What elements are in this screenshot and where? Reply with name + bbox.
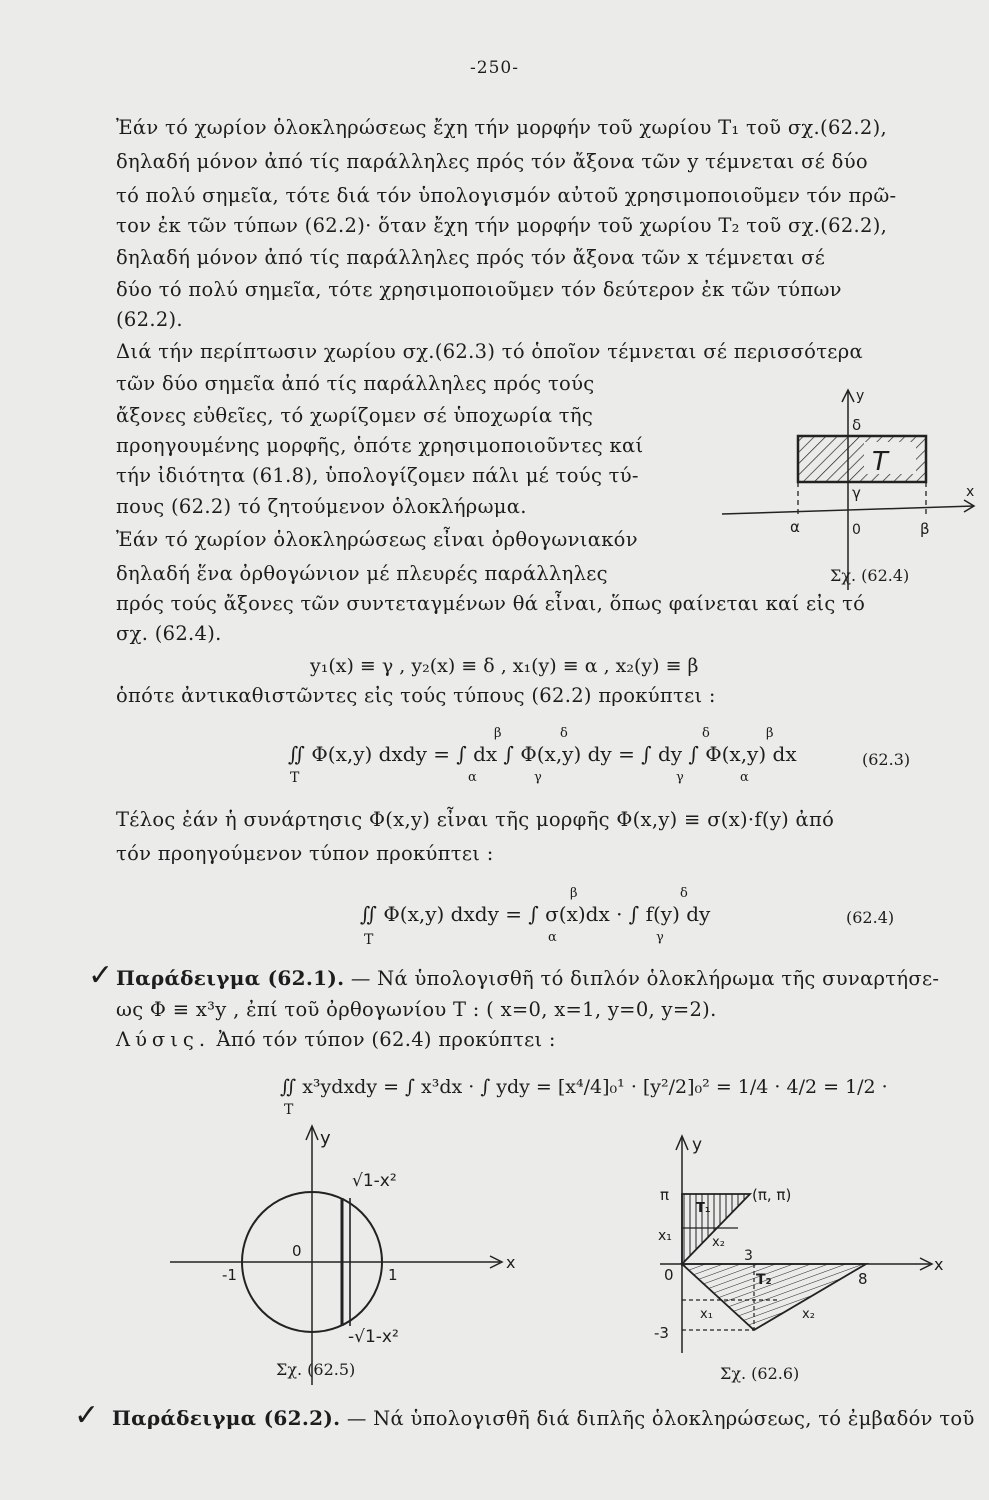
eq624-region: T xyxy=(364,932,374,948)
fig626-pi-label: π xyxy=(660,1186,670,1204)
example1-line-2: ως Φ ≡ x³y , ἐπί τοῦ ὀρθογωνίου T : ( x=0, x=1, y=0, y=2). xyxy=(116,998,717,1021)
fig626-x2a-label: x₂ xyxy=(712,1235,725,1250)
eq624-a-bot: α xyxy=(548,930,557,945)
solution-line xyxy=(116,1028,556,1051)
eq623-inner2-top: β xyxy=(766,726,774,741)
fig625-x-label: x xyxy=(506,1253,516,1272)
fig624-zero-label: 0 xyxy=(852,522,861,538)
fig625-plus1-label: 1 xyxy=(388,1266,398,1284)
fig626-T2-label: T₂ xyxy=(756,1272,772,1288)
eq623-inner1-top: δ xyxy=(560,726,568,741)
fig626-x1b-label: x₁ xyxy=(700,1307,713,1322)
p1-line-1: Ἐάν τό χωρίον ὁλοκληρώσεως ἔχη τήν μορφήν τοῦ χωρίου T₁ τοῦ σχ.(62.2), xyxy=(116,116,887,139)
eq624-b-bot: γ xyxy=(656,930,664,945)
substitution-line: ὁπότε ἀντικαθιστῶντες εἰς τούς τύπους (62.2) προκύπτει : xyxy=(116,684,716,707)
eq623-region: T xyxy=(290,770,300,786)
fig626-point-label: (π, π) xyxy=(752,1186,792,1204)
fig624-beta-label: β xyxy=(920,520,930,538)
limits-line: y₁(x) ≡ γ , y₂(x) ≡ δ , x₁(y) ≡ α , x₂(y) ≡ β xyxy=(310,655,699,677)
equation-62-4: ∬ Φ(x,y) dxdy = ∫ σ(x)dx · ∫ f(y) dy xyxy=(360,902,711,926)
p2-line-1: Διά τήν περίπτωσιν χωρίου σχ.(62.3) τό ὁποῖον τέμνεται σέ περισσότερα xyxy=(116,340,863,363)
figure-62-6 xyxy=(640,1128,950,1368)
p2-line-6: πους (62.2) τό ζητούμενον ὁλοκλήρωμα. xyxy=(116,495,527,518)
p4-line-1: Τέλος ἐάν ἡ συνάρτησις Φ(x,y) εἶναι τῆς μορφῆς Φ(x,y) ≡ σ(x)·f(y) ἀπό xyxy=(116,808,835,831)
p4-line-2: τόν προηγούμενον τύπον προκύπτει : xyxy=(116,842,494,865)
fig626-y-label: y xyxy=(692,1135,703,1155)
fig625-minus1-label: -1 xyxy=(222,1266,237,1284)
eq623-inner1-bot: γ xyxy=(534,770,542,785)
p3-line-4: σχ. (62.4). xyxy=(116,622,222,645)
fig625-y-label: y xyxy=(320,1128,331,1149)
fig624-region-label: T xyxy=(872,447,888,477)
example1-text-1: — Νά ὑπολογισθῆ τό διπλόν ὁλοκλήρωμα τῆς συναρτήσε- xyxy=(350,967,940,990)
fig624-y-label: y xyxy=(856,388,865,404)
p2-line-2: τῶν δύο σημεῖα ἀπό τίς παράλληλες πρός τούς xyxy=(116,372,595,395)
p1-line-3: τό πολύ σημεῖα, τότε διά τόν ὑπολογισμόν αὐτοῦ χρησιμοποιοῦμεν τόν πρῶ- xyxy=(116,184,897,207)
eq623-outer1-top: β xyxy=(494,726,502,741)
solution-text: Ἀπό τόν τύπον (62.4) προκύπτει : xyxy=(216,1028,556,1051)
p3-line-3: πρός τούς ἄξονες τῶν συντεταγμένων θά εἶναι, ὅπως φαίνεται καί εἰς τό xyxy=(116,592,866,615)
p1-line-2: δηλαδή μόνον ἀπό τίς παράλληλες πρός τόν ἄξονα τῶν y τέμνεται σέ δύο xyxy=(116,150,868,173)
eq-ex1-region: T xyxy=(284,1102,294,1118)
fig625-top-label: √1-x² xyxy=(352,1171,397,1191)
fig626-zero-label: 0 xyxy=(664,1266,674,1284)
fig626-caption: Σχ. (62.6) xyxy=(720,1364,800,1383)
fig626-x-label: x xyxy=(934,1255,944,1274)
example1-line-1 xyxy=(116,966,939,990)
eq623-number: (62.3) xyxy=(862,750,911,769)
fig626-minus3-label: -3 xyxy=(654,1324,669,1342)
fig624-delta-label: δ xyxy=(852,416,862,434)
example2-title: Παράδειγμα (62.2). xyxy=(112,1406,341,1430)
solution-label: Λύσις. xyxy=(116,1028,211,1051)
page-number: -250- xyxy=(470,58,519,78)
example2-text: — Νά ὑπολογισθῆ διά διπλῆς ὁλοκληρώσεως, τό ἐμβαδόν τοῦ xyxy=(346,1407,975,1430)
fig626-three-label: 3 xyxy=(744,1248,753,1264)
figure-62-5 xyxy=(160,1120,530,1390)
p1-line-5: δηλαδή μόνον ἀπό τίς παράλληλες πρός τόν ἄξονα τῶν x τέμνεται σέ xyxy=(116,246,826,269)
checkmark-icon: ✓ xyxy=(88,958,114,993)
fig626-x2b-label: x₂ xyxy=(802,1307,815,1322)
eq624-number: (62.4) xyxy=(846,908,895,927)
eq624-a-top: β xyxy=(570,886,578,901)
p1-line-4: τον ἐκ τῶν τύπων (62.2)· ὅταν ἔχη τήν μορφήν τοῦ χωρίου T₂ τοῦ σχ.(62.2), xyxy=(116,214,888,237)
example2-line xyxy=(112,1406,975,1430)
p1-line-6: δύο τό πολύ σημεῖα, τότε χρησιμοποιοῦμεν τόν δεύτερον ἐκ τῶν τύπων xyxy=(116,278,842,301)
p2-line-5: τήν ἰδιότητα (61.8), ὑπολογίζομεν πάλι μέ τούς τύ- xyxy=(116,464,639,487)
equation-62-3: ∬ Φ(x,y) dxdy = ∫ dx ∫ Φ(x,y) dy = ∫ dy ∫ Φ(x,y) dx xyxy=(288,742,797,766)
checkmark-icon-2: ✓ xyxy=(74,1398,100,1433)
fig624-alpha-label: α xyxy=(790,518,800,536)
eq623-inner2-bot: α xyxy=(740,770,749,785)
fig624-gamma-label: γ xyxy=(852,484,861,502)
fig625-zero-label: 0 xyxy=(292,1242,302,1260)
fig626-x1-label: x₁ xyxy=(658,1228,672,1244)
eq624-b-top: δ xyxy=(680,886,688,901)
fig626-T1-label: T₁ xyxy=(696,1201,711,1216)
fig624-x-label: x xyxy=(966,484,975,500)
fig625-caption: Σχ. (62.5) xyxy=(276,1360,356,1379)
p2-line-4: προηγουμένης μορφῆς, ὁπότε χρησιμοποιοῦντες καί xyxy=(116,434,644,457)
p3-line-1: Ἐάν τό χωρίον ὁλοκληρώσεως εἶναι ὀρθογωνιακόν xyxy=(116,528,638,551)
fig625-bottom-label: -√1-x² xyxy=(348,1327,399,1347)
p3-line-2: δηλαδή ἕνα ὀρθογώνιον μέ πλευρές παράλληλες xyxy=(116,562,608,585)
example1-title: Παράδειγμα (62.1). xyxy=(116,966,345,990)
eq623-outer2-bot: γ xyxy=(676,770,684,785)
eq623-outer2-top: δ xyxy=(702,726,710,741)
p2-line-3: ἄξονες εὐθεῖες, τό χωρίζομεν σέ ὑποχωρία τῆς xyxy=(116,404,594,427)
equation-example-1: ∬ x³ydxdy = ∫ x³dx · ∫ ydy = [x⁴/4]₀¹ · [y²/2]₀² = 1/4 · 4/2 = 1/2 · xyxy=(280,1076,888,1098)
fig624-caption: Σχ. (62.4) xyxy=(830,566,910,585)
fig626-eight-label: 8 xyxy=(858,1270,868,1288)
eq623-outer1-bot: α xyxy=(468,770,477,785)
p1-line-7: (62.2). xyxy=(116,308,183,331)
